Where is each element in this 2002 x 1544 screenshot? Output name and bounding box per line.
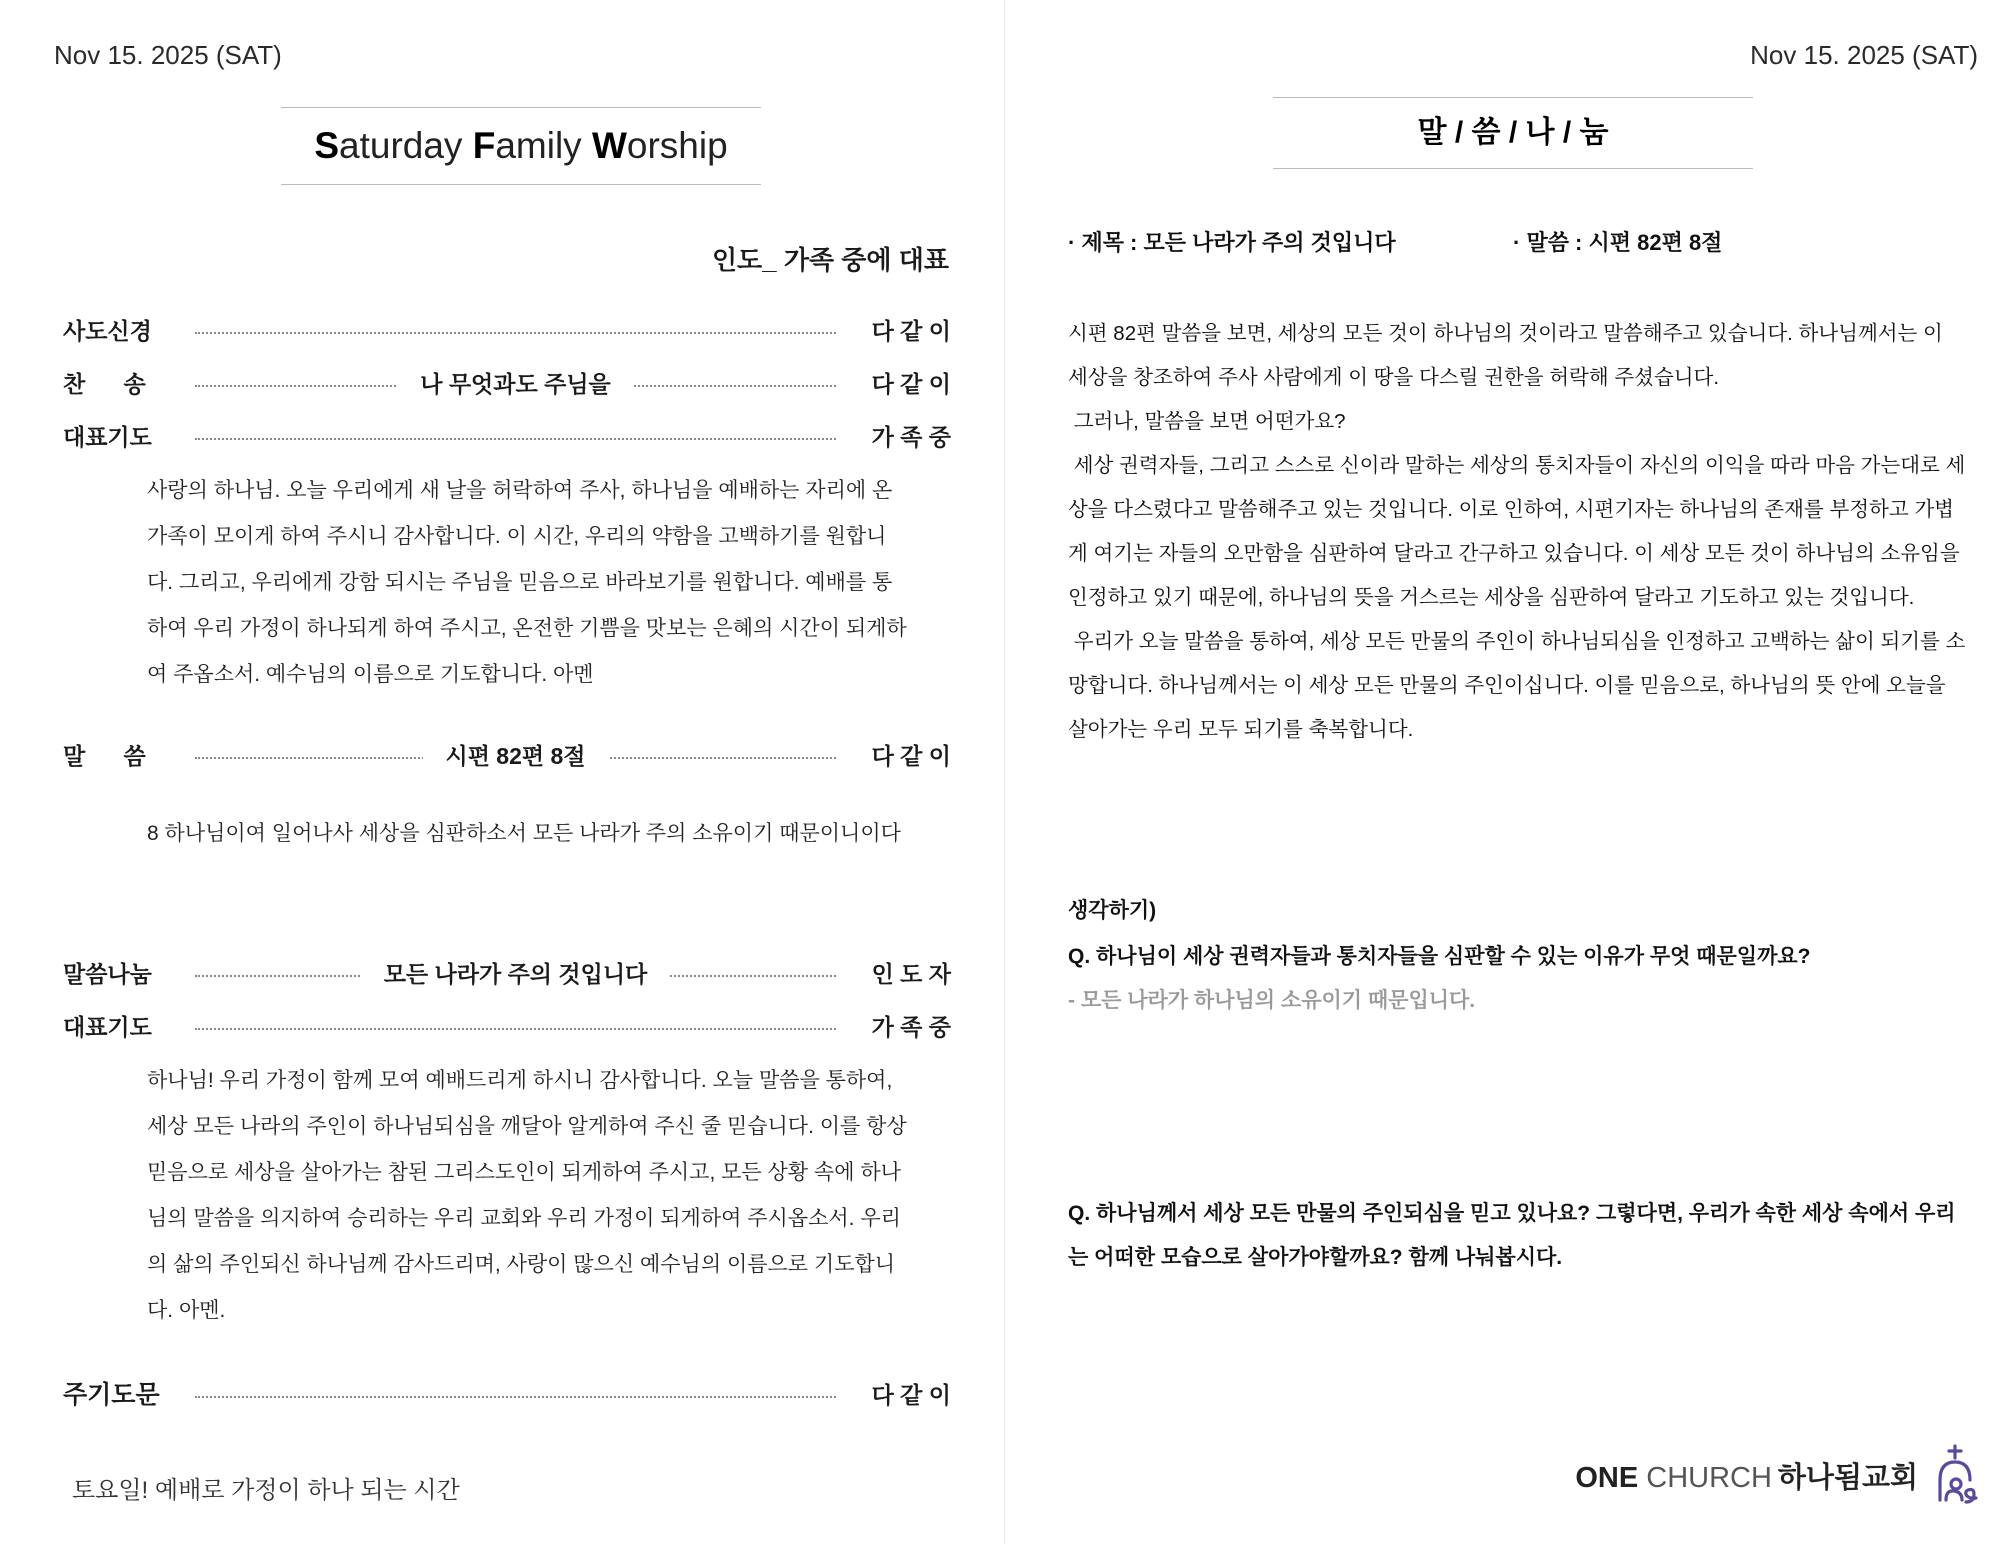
sermon-paragraph: 세상 권력자들, 그리고 스스로 신이라 말하는 세상의 통치자들이 자신의 이익을 따라 마음 가는대로 세상을 다스렸다고 말씀해주고 있는 것입니다. 이로 인하여, 시편기자는 하나님의 존재를 부정하고 가볍게 여기는 자들의 오만함을 심판하여 달라고 간구하고 있습니다. 이 세상 모든 것이 하나님의 소유임을 인정하고 있기 때문에, 하나님의 뜻을 거스르는 세상을 심판하여 달라고 기도하고 있는 것입니다. bbox=[1068, 454, 1966, 609]
order-row-hymn: 찬 송 나 무엇과도 주님을 다 같 이 bbox=[63, 371, 951, 397]
question-1: Q. 하나님이 세상 권력자들과 통치자들을 심판할 수 있는 이유가 무엇 때문일까요? bbox=[1068, 945, 1811, 968]
opening-prayer: 사랑의 하나님. 오늘 우리에게 새 날을 허락하여 주사, 하나님을 예배하는 자리에 온 가족이 모이게 하여 주시니 감사합니다. 이 시간, 우리의 약함을 고백하기를 원합니다. 그리고, 우리에게 강함 되시는 주님을 믿음으로 바라보기를 원합니다. 예배를 통하여 우리 가정이 하나되게 하여 주시고, 온전한 기쁨을 맛보는 은혜의 시간이 되게하여 주옵소서. 예수님의 이름으로 기도합니다. 아멘 bbox=[147, 479, 907, 686]
scripture-ref: 시편 82편 8절 bbox=[423, 743, 607, 769]
church-logo: ONE CHURCH 하나됨교회 bbox=[1575, 1440, 1978, 1510]
sermon-paragraph: 그러나, 말씀을 보면 어떤가요? bbox=[1068, 410, 1346, 433]
left-date: Nov 15. 2025 (SAT) bbox=[54, 40, 282, 70]
right-page bbox=[1005, 0, 2002, 1544]
order-row-prayer-2: 대표기도 가 족 중 bbox=[63, 1014, 951, 1040]
sermon-scripture: · 말씀 : 시편 82편 8절 bbox=[1513, 230, 1723, 255]
sermon-paragraph: 우리가 오늘 말씀을 통하여, 세상 모든 만물의 주인이 하나님되심을 인정하고 고백하는 삶이 되기를 소망합니다. 하나님께서는 이 세상 모든 만물의 주인이십니다. 이를 믿음으로, 하나님의 뜻 안에 오늘을 살아가는 우리 모두 되기를 축복합니다. bbox=[1068, 630, 1966, 741]
order-row-prayer: 대표기도 가 족 중 bbox=[63, 424, 951, 450]
answer-1: - 모든 나라가 하나님의 소유이기 때문입니다. bbox=[1068, 989, 1476, 1012]
order-row-creed: 사도신경 다 같 이 bbox=[63, 318, 951, 344]
footer-slogan: 토요일! 예배로 가정이 하나 되는 시간 bbox=[72, 1477, 460, 1504]
scripture-text: 8 하나님이여 일어나사 세상을 심판하소서 모든 나라가 주의 소유이기 때문이니이다 bbox=[147, 822, 901, 845]
sermon-body bbox=[1068, 312, 1968, 752]
sermon-topic: · 제목 : 모든 나라가 주의 것입니다 bbox=[1068, 230, 1396, 255]
right-date: Nov 15. 2025 (SAT) bbox=[1750, 40, 1978, 70]
worship-title: Saturday Family Worship bbox=[281, 107, 761, 185]
think-label: 생각하기) bbox=[1068, 899, 1157, 922]
order-row-sharing: 말씀나눔 모든 나라가 주의 것입니다 인 도 자 bbox=[63, 961, 951, 987]
hymn-title: 나 무엇과도 주님을 bbox=[398, 371, 633, 397]
sharing-title: 모든 나라가 주의 것입니다 bbox=[362, 961, 670, 987]
order-row-scripture: 말 씀 시편 82편 8절 다 같 이 bbox=[63, 743, 951, 769]
order-row-lords-prayer: 주기도문 다 같 이 bbox=[63, 1381, 951, 1409]
question-2: Q. 하나님께서 세상 모든 만물의 주인되심을 믿고 있나요? 그렇다면, 우리가 속한 세상 속에서 우리는 어떠한 모습으로 살아가야할까요? 함께 나눠봅시다. bbox=[1068, 1202, 1956, 1269]
church-cross-icon bbox=[1932, 1444, 1978, 1506]
sharing-heading: 말 / 씀 / 나 / 눔 bbox=[1273, 97, 1753, 169]
sermon-paragraph: 시편 82편 말씀을 보면, 세상의 모든 것이 하나님의 것이라고 말씀해주고 있습니다. 하나님께서는 이 세상을 창조하여 주사 사람에게 이 땅을 다스릴 권한을 허락해 주셨습니다. bbox=[1068, 322, 1943, 389]
leader-note: 인도_ 가족 중에 대표 bbox=[711, 245, 949, 275]
closing-prayer: 하나님! 우리 가정이 함께 모여 예배드리게 하시니 감사합니다. 오늘 말씀을 통하여, 세상 모든 나라의 주인이 하나님되심을 깨달아 알게하여 주신 줄 믿습니다. 이를 항상 믿음으로 세상을 살아가는 참된 그리스도인이 되게하여 주시고, 모든 상황 속에 하나님의 말씀을 의지하여 승리하는 우리 교회와 우리 가정이 되게하여 주시옵소서. 우리의 삶의 주인되신 하나님께 감사드리며, 사랑이 많으신 예수님의 이름으로 기도합니다. 아멘. bbox=[147, 1069, 907, 1322]
